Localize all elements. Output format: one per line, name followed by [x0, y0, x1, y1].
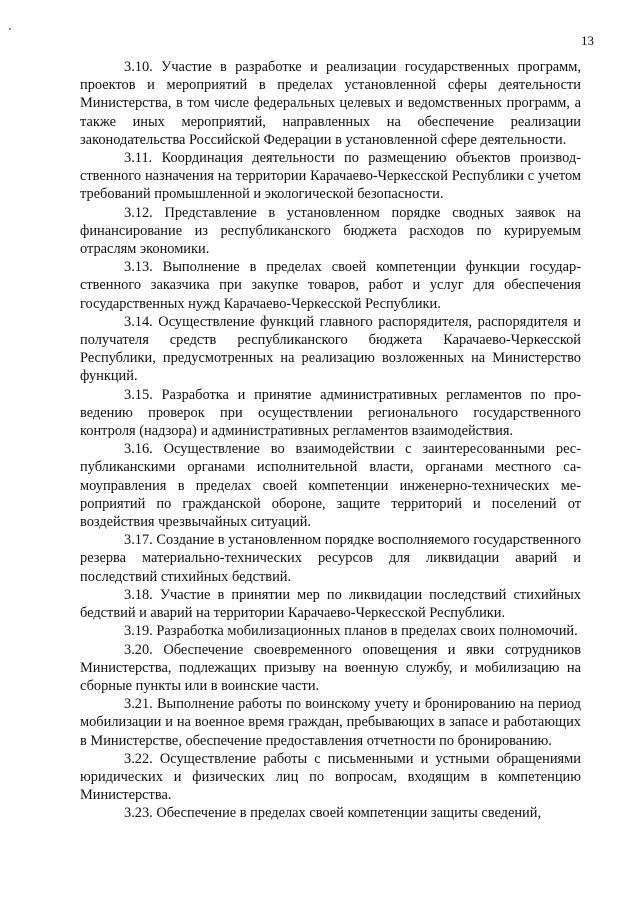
scan-speck — [9, 28, 11, 30]
paragraph-3-17: 3.17. Создание в установленном порядке восполняемого государственного резерва материально-технических ресурсов для ликвидации аварий и последствий стихийных бедствий. — [80, 532, 581, 585]
paragraph-3-19: 3.19. Разработка мобилизационных планов в пределах своих полномочий. — [124, 623, 578, 640]
paragraph-3-16: 3.16. Осуществление во взаимодействии с заинтересованными республиканскими органами исполнительной власти, органами местного самоуправления в пределах своей компетенции инженерно-технических мероприятий по гражданской обороне, защите территорий и поселений от воздействия чрезвычайных ситуаций. — [80, 441, 581, 531]
paragraph-3-11: 3.11. Координация деятельности по размещению объектов производственного назначения на территории Карачаево-Черкесской Республики с учетом требований промышленной и экологической безопасности. — [80, 150, 581, 203]
paragraph-3-14: 3.14. Осуществление функций главного распорядителя, распорядителя и получателя средств республиканского бюджета Карачаево-Черкесской Республики, предусмотренных на реализацию возложенных на Министерство функций. — [80, 313, 581, 385]
paragraph-3-12: 3.12. Представление в установленном порядке сводных заявок на финансирование из республиканского бюджета расходов по курируемым отраслям экономики. — [80, 204, 581, 258]
page-number: 13 — [581, 33, 594, 48]
paragraph-3-22: 3.22. Осуществление работы с письменными и устными обращениями юридических и физических лиц по вопросам, входящим в компетенцию Министерства. — [80, 750, 581, 804]
paragraph-3-23: 3.23. Обеспечение в пределах своей компетенции защиты сведений, — [124, 805, 542, 822]
document-body — [80, 58, 581, 823]
paragraph-3-13: 3.13. Выполнение в пределах своей компетенции функции государственного заказчика при закупке товаров, работ и услуг для обеспечения государственных нужд Карачаево-Черкесской Республики. — [80, 259, 581, 312]
paragraph-3-21: 3.21. Выполнение работы по воинскому учету и бронированию на период мобилизации и на военное время граждан, пребывающих в запасе и работающих в Министерстве, обеспечение предоставления отчетности по бронированию. — [80, 696, 581, 749]
paragraph-3-10: 3.10. Участие в разработке и реализации государственных программ, проектов и мероприятий в пределах установленной сферы деятельности Министерства, в том числе федеральных целевых и ведомственных программ, а также иных мероприятий, направленных на обеспечение реализации законодательства Российской Федерации в установленной сфере деятельности. — [80, 59, 581, 148]
paragraph-3-15: 3.15. Разработка и принятие административных регламентов по проведению проверок при осуществлении регионального государственного контроля (надзора) и административных регламентов взаимодействия. — [80, 386, 581, 440]
paragraph-3-18: 3.18. Участие в принятии мер по ликвидации последствий стихийных бедствий и аварий на территории Карачаево-Черкесской Республики. — [80, 586, 581, 622]
paragraph-3-20: 3.20. Обеспечение своевременного оповещения и явки сотрудников Министерства, подлежащих призыву на военную службу, и мобилизацию на сборные пункты или в воинские части. — [80, 641, 581, 694]
